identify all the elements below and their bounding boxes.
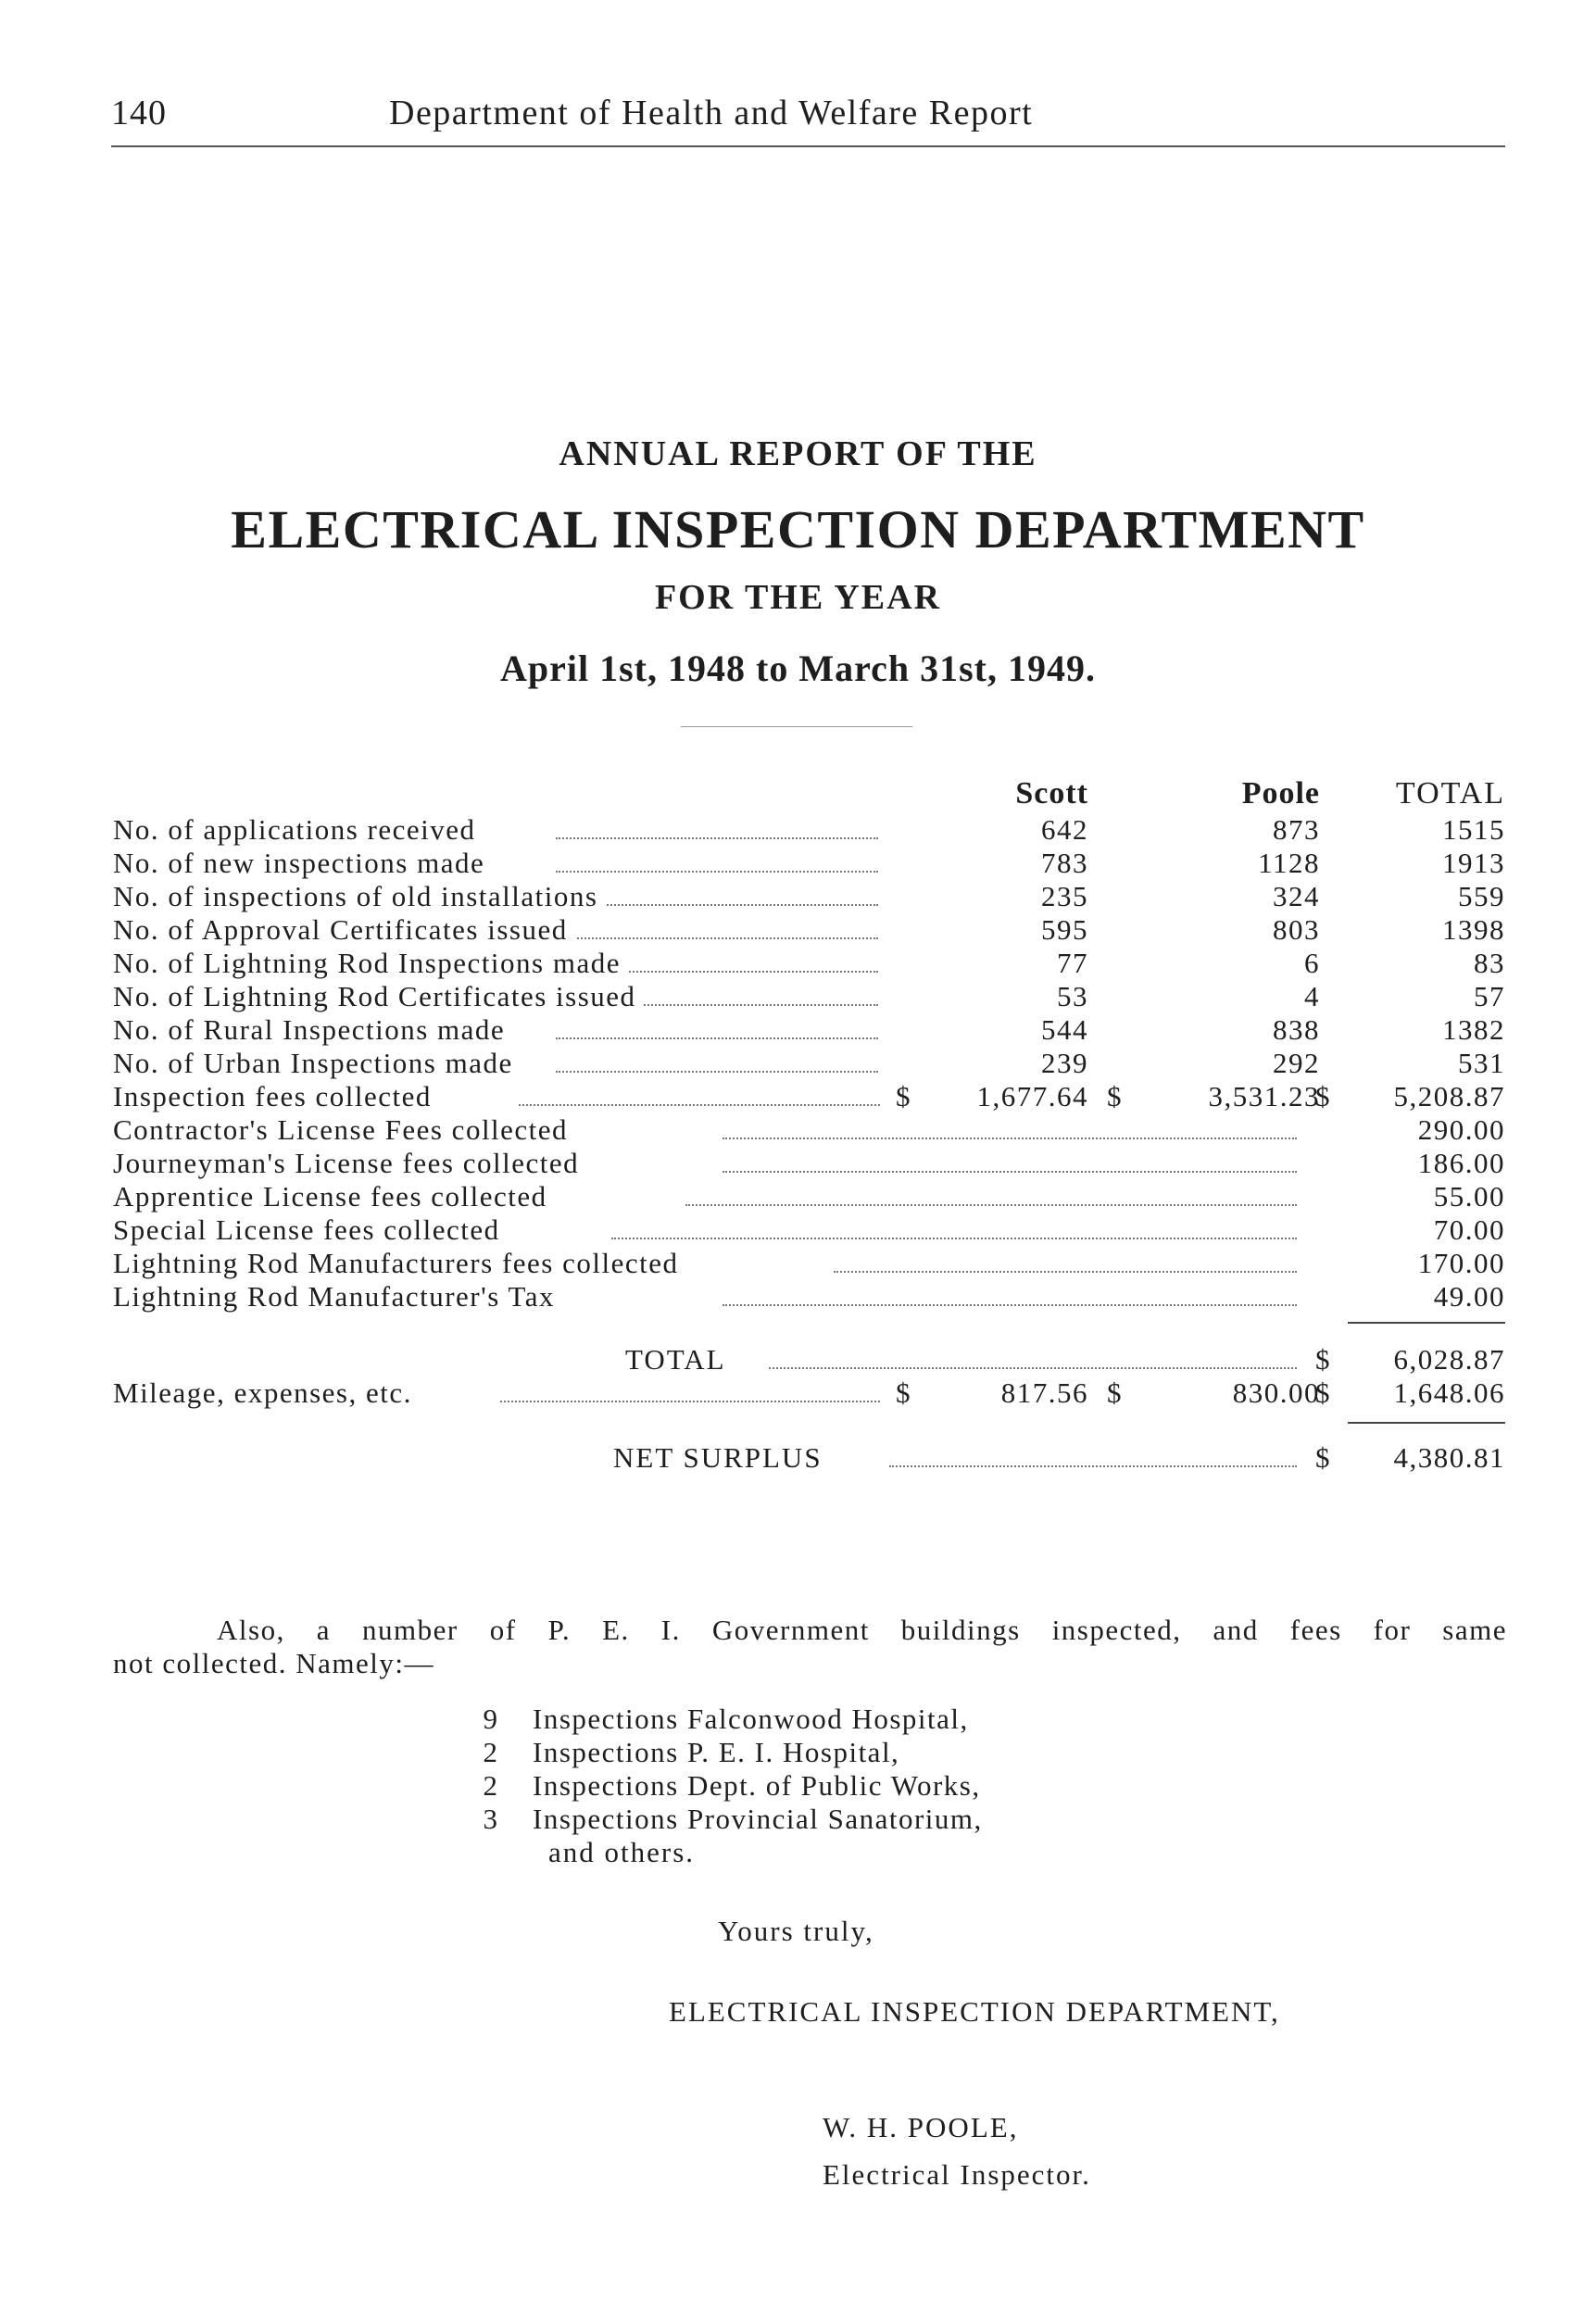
total-label: TOTAL: [625, 1343, 734, 1376]
inspection-text: Inspections P. E. I. Hospital,: [533, 1736, 900, 1768]
dollar-sign: $: [896, 1376, 911, 1409]
dot-leader: [889, 1465, 1297, 1467]
poole-value: 292: [1273, 1047, 1320, 1079]
dot-leader: [723, 1171, 1297, 1173]
poole-value: 6: [1304, 947, 1320, 979]
poole-value: 830.00: [1232, 1376, 1320, 1409]
total-value: 559: [1458, 880, 1505, 912]
net-surplus-row: [0, 1441, 1596, 1475]
dollar-sign: $: [1107, 1376, 1123, 1409]
total-value: 49.00: [1433, 1280, 1505, 1313]
total-value: 531: [1458, 1047, 1505, 1079]
scott-value: 239: [1041, 1047, 1088, 1079]
table-row: [0, 1113, 1596, 1147]
poole-value: 803: [1273, 913, 1320, 946]
dollar-sign: $: [896, 1080, 911, 1112]
dot-leader: [556, 1071, 878, 1073]
total-amount: 6,028.87: [1393, 1343, 1505, 1376]
inspection-count: 2: [483, 1736, 499, 1768]
poole-value: 3,531.23: [1208, 1080, 1320, 1112]
dot-leader: [519, 1104, 880, 1106]
table-row: [0, 1213, 1596, 1247]
paragraph-line-2: not collected. Namely:—: [113, 1647, 434, 1679]
signer-title: Electrical Inspector.: [823, 2158, 1091, 2191]
row-label: No. of applications received: [113, 813, 483, 847]
dot-leader: [556, 1037, 878, 1039]
row-label: No. of Lightning Rod Certificates issued: [113, 980, 644, 1013]
dot-leader: [723, 1137, 1297, 1139]
table-row: [0, 947, 1596, 980]
inspection-text: Inspections Falconwood Hospital,: [533, 1703, 969, 1735]
page-number: 140: [111, 94, 167, 132]
signer-name: W. H. POOLE,: [823, 2111, 1019, 2143]
mileage-row: [0, 1376, 1596, 1410]
poole-value: 873: [1273, 813, 1320, 846]
dollar-sign: $: [1315, 1080, 1331, 1112]
dot-leader: [556, 937, 878, 939]
department-signature: ELECTRICAL INSPECTION DEPARTMENT,: [669, 1995, 1280, 2028]
poole-value: 324: [1273, 880, 1320, 912]
row-label: Apprentice License fees collected: [113, 1180, 555, 1213]
dot-leader: [769, 1367, 1297, 1369]
title-period: April 1st, 1948 to March 31st, 1949.: [500, 647, 1096, 689]
title-divider: [681, 726, 912, 727]
total-value: 1515: [1442, 813, 1505, 846]
poole-value: 838: [1273, 1013, 1320, 1046]
header-rule: [111, 145, 1505, 147]
total-value: 170.00: [1417, 1247, 1505, 1279]
total-value: 1913: [1442, 847, 1505, 879]
table-row: [0, 1147, 1596, 1180]
total-value: 55.00: [1433, 1180, 1505, 1213]
scott-value: 544: [1041, 1013, 1088, 1046]
total-value: 1398: [1442, 913, 1505, 946]
row-label: No. of Urban Inspections made: [113, 1047, 521, 1080]
row-label: No. of Rural Inspections made: [113, 1013, 512, 1047]
dot-leader: [685, 1204, 1297, 1206]
and-others: and others.: [548, 1836, 696, 1868]
table-row: [0, 1047, 1596, 1080]
closing-paragraph: [113, 1614, 1507, 1680]
row-label: Journeyman's License fees collected: [113, 1147, 586, 1180]
total-value: 290.00: [1417, 1113, 1505, 1146]
row-label: Lightning Rod Manufacturer's Tax: [113, 1280, 562, 1313]
dot-leader: [556, 837, 878, 839]
table-row: [0, 1247, 1596, 1280]
inspection-count: 9: [483, 1703, 499, 1735]
scott-value: 235: [1041, 880, 1088, 912]
scott-value: 595: [1041, 913, 1088, 946]
dot-leader: [611, 1238, 1297, 1239]
scott-value: 53: [1057, 980, 1088, 1012]
total-rule: [1348, 1322, 1505, 1324]
scott-value: 1,677.64: [976, 1080, 1088, 1112]
dot-leader: [723, 1304, 1297, 1306]
column-header-total: TOTAL: [1395, 776, 1505, 811]
running-header: [111, 93, 1505, 148]
title-line-1: ANNUAL REPORT OF THE: [559, 434, 1037, 473]
inspection-text: Inspections Dept. of Public Works,: [533, 1769, 981, 1802]
inspection-text: Inspections Provincial Sanatorium,: [533, 1803, 983, 1835]
scott-value: 77: [1057, 947, 1088, 979]
row-label: No. of Approval Certificates issued: [113, 913, 575, 947]
title-line-3: FOR THE YEAR: [654, 578, 942, 617]
column-header-poole: Poole: [1241, 776, 1320, 811]
title-department: ELECTRICAL INSPECTION DEPARTMENT: [231, 499, 1365, 559]
total-value: 186.00: [1417, 1147, 1505, 1179]
net-surplus-rule: [1348, 1422, 1505, 1424]
table-row: [0, 813, 1596, 847]
net-surplus-label: NET SURPLUS: [613, 1441, 830, 1475]
column-header-scott: Scott: [1015, 776, 1088, 811]
row-label: Contractor's License Fees collected: [113, 1113, 575, 1147]
row-label: No. of new inspections made: [113, 847, 492, 880]
table-row: [0, 1280, 1596, 1313]
total-row: [0, 1343, 1596, 1376]
poole-value: 4: [1304, 980, 1320, 1012]
total-value: 57: [1474, 980, 1505, 1012]
scott-value: 783: [1041, 847, 1088, 879]
scott-value: 817.56: [1000, 1376, 1088, 1409]
row-label: Special License fees collected: [113, 1213, 508, 1247]
dollar-sign: $: [1315, 1441, 1331, 1474]
running-title: Department of Health and Welfare Report: [389, 94, 1034, 132]
table-row: [0, 1180, 1596, 1213]
net-surplus-amount: 4,380.81: [1393, 1441, 1505, 1474]
dollar-sign: $: [1107, 1080, 1123, 1112]
total-value: 83: [1474, 947, 1505, 979]
inspection-count: 3: [483, 1803, 499, 1835]
total-value: 1382: [1442, 1013, 1505, 1046]
mileage-label: Mileage, expenses, etc.: [113, 1376, 420, 1410]
scott-value: 642: [1041, 813, 1088, 846]
total-value: 70.00: [1433, 1213, 1505, 1246]
table-row: [0, 880, 1596, 913]
dot-leader: [500, 1401, 880, 1402]
dollar-sign: $: [1315, 1343, 1331, 1376]
table-row: [0, 980, 1596, 1013]
inspection-count: 2: [483, 1769, 499, 1802]
table-row: [0, 913, 1596, 947]
poole-value: 1128: [1258, 847, 1320, 879]
dot-leader: [834, 1271, 1297, 1273]
table-row: [0, 847, 1596, 880]
dot-leader: [556, 871, 878, 873]
table-row: [0, 1080, 1596, 1113]
row-label: No. of inspections of old installations: [113, 880, 605, 913]
total-value: 5,208.87: [1393, 1080, 1505, 1112]
table-row: [0, 1013, 1596, 1047]
row-label: No. of Lightning Rod Inspections made: [113, 947, 628, 980]
row-label: Inspection fees collected: [113, 1080, 439, 1113]
salutation: Yours truly,: [718, 1915, 874, 1947]
total-value: 1,648.06: [1393, 1376, 1505, 1409]
paragraph-line-1: Also, a number of P. E. I. Government buildings inspected, and fees for same: [217, 1614, 1507, 1646]
dollar-sign: $: [1315, 1376, 1331, 1409]
row-label: Lightning Rod Manufacturers fees collected: [113, 1247, 685, 1280]
